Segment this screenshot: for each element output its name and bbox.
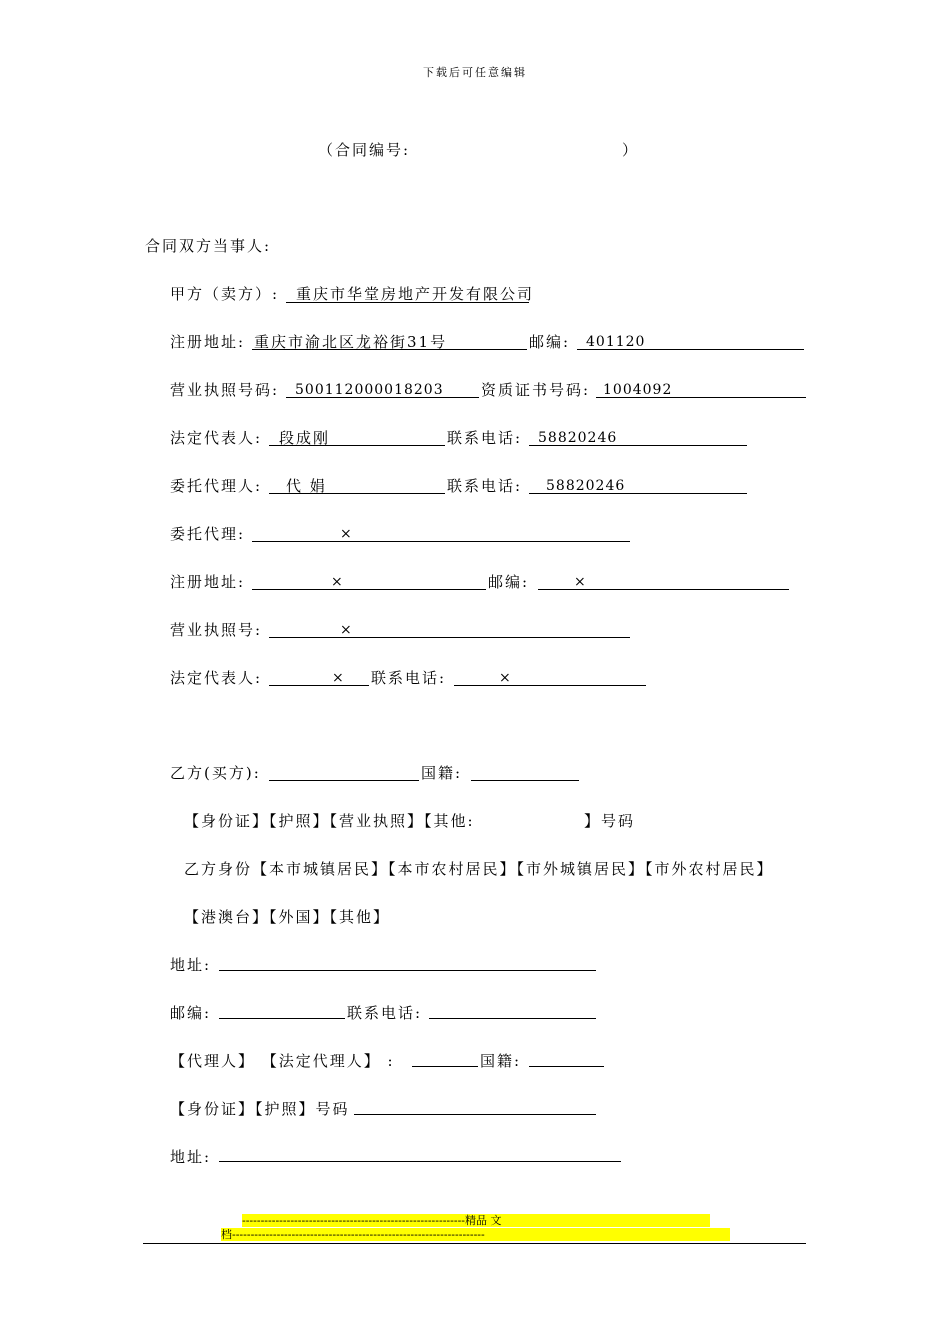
- agent-phone-underline: [529, 493, 747, 494]
- agency-license-underline: [269, 637, 630, 638]
- contract-no-close: ）: [622, 141, 640, 159]
- agency-legal-rep-underline: [269, 685, 369, 686]
- agency-license-label: 营业执照号:: [170, 621, 263, 639]
- party-b-agent-nationality-label: 国籍:: [480, 1052, 522, 1070]
- agent-phone-value: 58820246: [546, 478, 626, 494]
- legal-rep-value: 段成刚: [279, 429, 331, 447]
- legal-rep-underline: [269, 445, 445, 446]
- agency-legal-rep-mark: ×: [332, 670, 345, 686]
- qual-label: 资质证书号码:: [481, 381, 591, 399]
- contract-no-open: （合同编号:: [318, 141, 411, 159]
- party-b-agent-address-underline: [219, 1161, 621, 1162]
- license-underline: [286, 397, 479, 398]
- reg-addr-value: 重庆市渝北区龙裕街31号: [254, 333, 448, 351]
- postcode-value: 401120: [586, 334, 646, 350]
- party-b-agent-id-underline: [354, 1114, 596, 1115]
- party-b-id-types-end: 】号码: [584, 812, 636, 830]
- agency-phone-mark: ×: [499, 670, 512, 686]
- party-a-name: 重庆市华堂房地产开发有限公司: [296, 285, 535, 303]
- legal-rep-label: 法定代表人:: [170, 429, 263, 447]
- party-b-identity2: 【港澳台】【外国】【其他】: [184, 908, 391, 926]
- party-b-nationality-label: 国籍:: [421, 764, 463, 782]
- postcode-underline: [577, 349, 804, 350]
- party-b-agent-id-line: 【身份证】【护照】号码: [170, 1100, 350, 1118]
- party-b-agent-address-label: 地址:: [170, 1148, 212, 1166]
- phone-value: 58820246: [538, 430, 618, 446]
- agency-postcode-mark: ×: [574, 574, 587, 590]
- party-b-label: 乙方(买方):: [170, 764, 261, 782]
- agency-phone-label: 联系电话:: [371, 669, 447, 687]
- party-b-agent-line: 【代理人】 【法定代理人】 :: [170, 1052, 395, 1070]
- qual-value: 1004092: [603, 382, 673, 398]
- party-b-id-types: 【身份证】【护照】【营业执照】【其他:: [184, 812, 475, 830]
- agency-legal-rep-label: 法定代表人:: [170, 669, 263, 687]
- party-b-phone-label: 联系电话:: [347, 1004, 423, 1022]
- agency-postcode-label: 邮编:: [488, 573, 530, 591]
- party-b-agent-nationality-underline: [529, 1066, 604, 1067]
- agent-phone-label: 联系电话:: [447, 477, 523, 495]
- party-b-underline: [269, 780, 419, 781]
- footer-rule: [143, 1243, 806, 1244]
- footer-dash-line2: 档--------------------------------------------------------------------: [221, 1228, 730, 1241]
- agency-reg-addr-label: 注册地址:: [170, 573, 246, 591]
- parties-title: 合同双方当事人:: [145, 237, 272, 255]
- header-note: 下载后可任意编辑: [423, 66, 527, 79]
- party-b-agent-underline: [412, 1066, 478, 1067]
- party-a-name-underline: [286, 302, 529, 303]
- license-label: 营业执照号码:: [170, 381, 280, 399]
- agency-phone-underline: [454, 685, 646, 686]
- license-value: 500112000018203: [295, 382, 444, 398]
- party-a-label: 甲方（卖方）:: [170, 285, 280, 303]
- party-b-identity: 乙方身份【本市城镇居民】【本市农村居民】【市外城镇居民】【市外农村居民】: [184, 860, 774, 878]
- party-b-postcode-underline: [219, 1018, 345, 1019]
- phone-label: 联系电话:: [447, 429, 523, 447]
- party-b-address-underline: [219, 970, 596, 971]
- postcode-label: 邮编:: [529, 333, 571, 351]
- qual-underline: [596, 397, 806, 398]
- footer-dash-line1: ------------------------------------------------------------精品 文: [242, 1214, 710, 1227]
- party-b-address-label: 地址:: [170, 956, 212, 974]
- agency-reg-addr-underline: [252, 589, 486, 590]
- agency-underline: [252, 541, 630, 542]
- party-b-postcode-label: 邮编:: [170, 1004, 212, 1022]
- reg-addr-label: 注册地址:: [170, 333, 246, 351]
- party-b-phone-underline: [429, 1018, 596, 1019]
- agent-value: 代 娟: [286, 477, 327, 495]
- agency-label: 委托代理:: [170, 525, 246, 543]
- agency-postcode-underline: [538, 589, 789, 590]
- agent-underline: [269, 493, 445, 494]
- agency-mark: ×: [340, 526, 353, 542]
- phone-underline: [529, 445, 747, 446]
- party-b-nationality-underline: [471, 780, 579, 781]
- agency-reg-addr-mark: ×: [331, 574, 344, 590]
- agency-license-mark: ×: [340, 622, 353, 638]
- agent-label: 委托代理人:: [170, 477, 263, 495]
- reg-addr-underline: [252, 349, 527, 350]
